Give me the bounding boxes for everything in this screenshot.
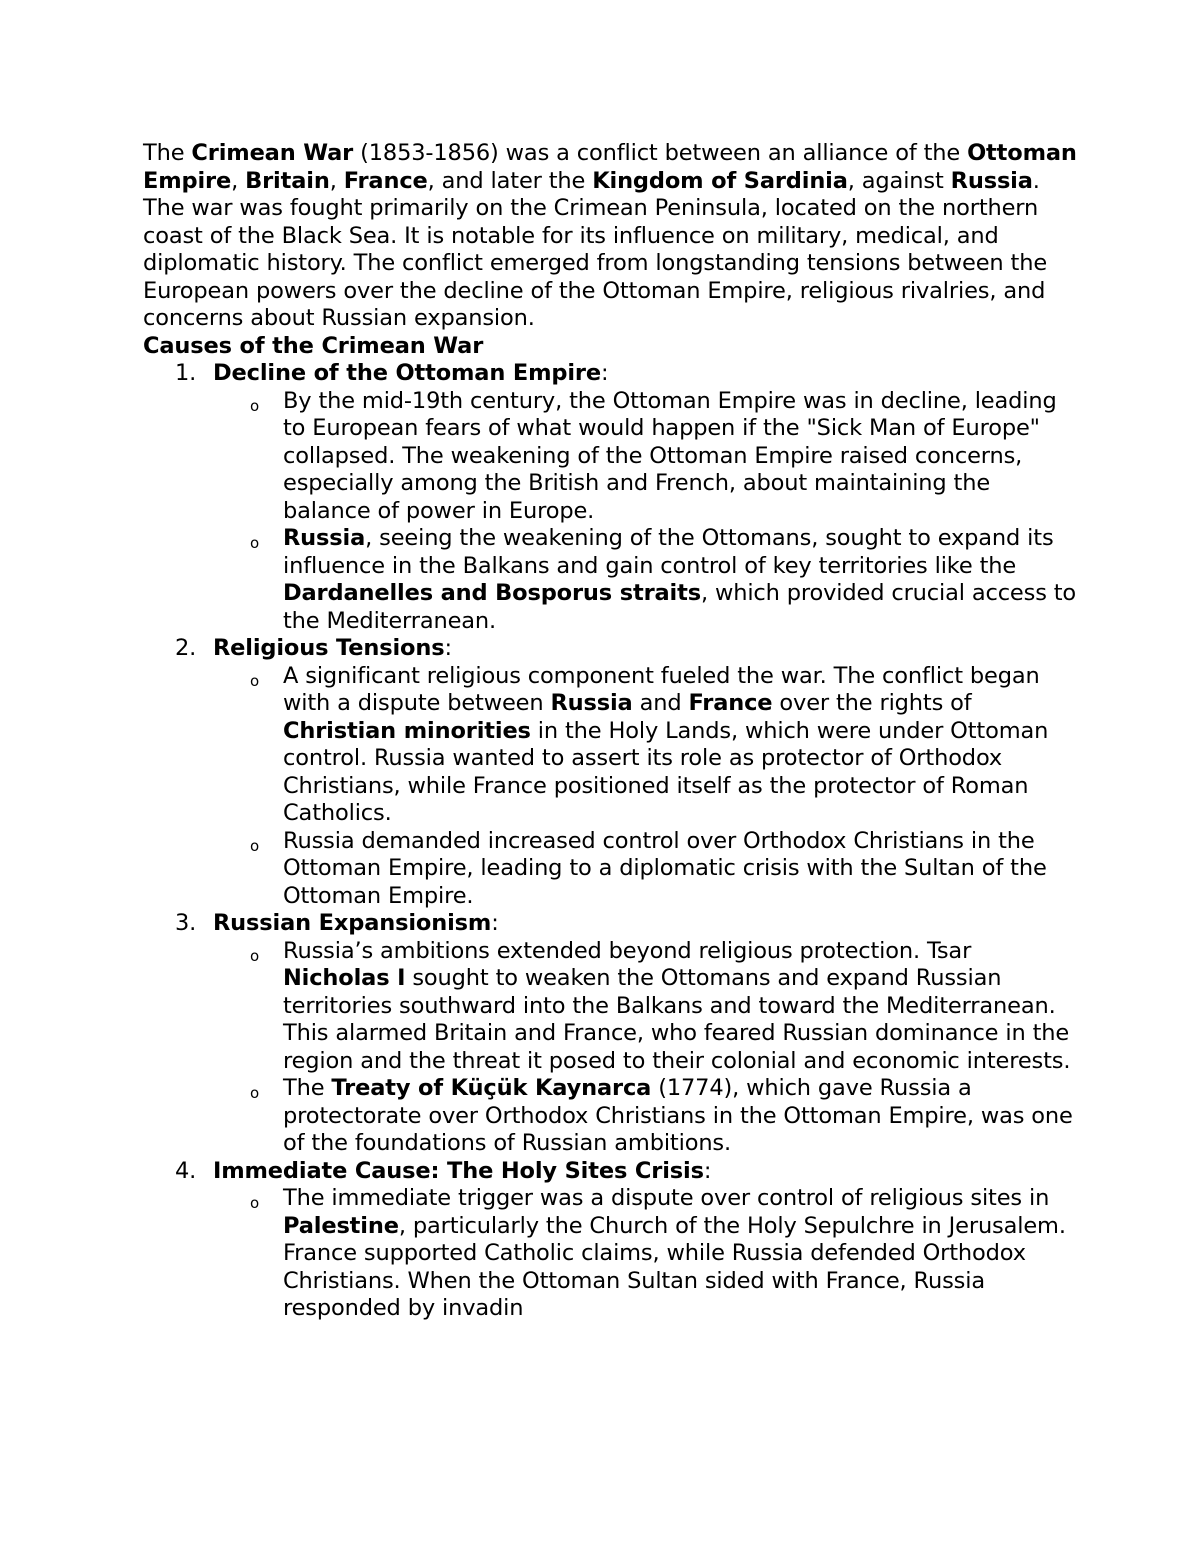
causes-list [143, 360, 1083, 1323]
intro-paragraph [143, 140, 1083, 333]
hollow-bullet-icon: o [250, 836, 260, 855]
cause-title-suffix: : [491, 910, 499, 936]
sub-point [213, 525, 1083, 635]
sub-point-list [213, 388, 1083, 636]
text-run: The immediate trigger was a dispute over control of religious sites in [283, 1185, 1050, 1211]
text-run: (1774), which gave Russia a protectorate over Orthodox Christians in the Ottoman Empire, was one of the foundations of Russian ambitions. [283, 1075, 1073, 1156]
bold-term: Russia [283, 525, 366, 551]
cause-title: Immediate Cause: The Holy Sites Crisis [213, 1157, 704, 1184]
sub-point-list [213, 938, 1083, 1158]
hollow-bullet-icon: o [250, 396, 260, 415]
hollow-bullet-icon: o [250, 946, 260, 965]
sub-point-list [213, 663, 1083, 911]
text-run: , which provided crucial access to the Mediterranean. [283, 580, 1077, 634]
cause-number: 3. [175, 910, 197, 936]
cause-item [143, 360, 1083, 635]
cause-title: Decline of the Ottoman Empire [213, 360, 601, 386]
bold-term: Dardanelles and Bosporus straits [283, 580, 701, 606]
text-run: , [329, 167, 344, 194]
text-run: , particularly the Church of the Holy Sepulchre in Jerusalem. France supported Catholic claims, while Russia defended Orthodox Christians. When the Ottoman Sultan sided with France, Russia responded by invadin [283, 1212, 1066, 1321]
cause-title: Russian Expansionism [213, 910, 492, 936]
bold-term: Kingdom of Sardinia [592, 167, 848, 194]
cause-number: 1. [175, 360, 197, 386]
bold-term: Ottoman Empire [143, 140, 1077, 194]
text-run: Russia demanded increased control over Orthodox Christians in the Ottoman Empire, leading to a diplomatic crisis with the Sultan of the Ottoman Empire. [283, 827, 1047, 909]
text-run: sought to weaken the Ottomans and expand Russian territories southward into the Balkans and toward the Mediterranean. This alarmed Britain and France, who feared Russian dominance in the region and the threat it posed to their colonial and economic interests. [283, 965, 1071, 1074]
section-heading: Causes of the Crimean War [143, 332, 484, 359]
text-run: The [283, 1075, 332, 1101]
sub-point [213, 663, 1083, 828]
hollow-bullet-icon: o [250, 534, 260, 552]
cause-item [143, 1158, 1083, 1323]
document-page [143, 140, 1083, 1323]
bold-term: Britain [245, 167, 330, 194]
sub-point [213, 1075, 1083, 1158]
hollow-bullet-icon: o [250, 1194, 260, 1212]
hollow-bullet-icon: o [250, 671, 260, 690]
text-run: in the Holy Lands, which were under Ottoman control. Russia wanted to assert its role as protector of Orthodox Christians, while France positioned itself as the protector of Roman Catholics. [283, 717, 1049, 826]
text-run: . The war was fought primarily on the Crimean Peninsula, located on the northern coast of the Black Sea. It is notable for its influence on military, medical, and diplomatic history. The conflict emerged from longstanding tensions between the European powers over the decline of the Ottoman Empire, religious rivalries, and concerns about Russian expansion. [143, 167, 1048, 331]
bold-term: Treaty of Küçük Kaynarca [331, 1075, 652, 1101]
text-run: , and later the [427, 167, 593, 194]
cause-title-suffix: : [703, 1157, 712, 1184]
text-run: (1853-1856) was a conflict between an alliance of the [353, 140, 968, 166]
cause-title-suffix: : [444, 635, 452, 661]
text-run: , seeing the weakening of the Ottomans, sought to expand its influence in the Balkans and gain control of key territories like the [283, 525, 1054, 579]
text-run: , [231, 167, 246, 194]
sub-point [213, 1185, 1083, 1323]
bold-term: Christian minorities [283, 717, 531, 744]
text-run: The [143, 140, 192, 166]
cause-item [143, 910, 1083, 1158]
sub-point-list [213, 1185, 1083, 1323]
sub-point [213, 388, 1083, 526]
text-run: over the rights of [772, 690, 972, 716]
text-run: A significant religious component fueled the war. The conflict began with a dispute between [283, 662, 1040, 716]
cause-title-suffix: : [600, 360, 609, 386]
bold-term: Palestine [283, 1212, 399, 1239]
sub-point [213, 828, 1083, 911]
text-run: By the mid-19th century, the Ottoman Empire was in decline, leading to European fears of what would happen if the "Sick Man of Europe" collapsed. The weakening of the Ottoman Empire raised concerns, especially among the British and French, about maintaining the balance of power in Europe. [283, 387, 1057, 524]
bold-term: France [343, 167, 428, 194]
cause-title: Religious Tensions [213, 635, 445, 661]
text-run: Russia’s ambitions extended beyond religious protection. Tsar [283, 937, 972, 964]
cause-number: 4. [175, 1157, 197, 1184]
bold-term: Crimean War [191, 140, 354, 166]
bold-term: Nicholas I [283, 965, 406, 991]
text-run: and [632, 690, 689, 716]
text-run: , against [847, 167, 951, 194]
cause-number: 2. [175, 635, 197, 661]
cause-item [143, 635, 1083, 910]
bold-term: Russia [550, 690, 633, 716]
bold-term: Russia [950, 167, 1033, 194]
sub-point [213, 938, 1083, 1076]
hollow-bullet-icon: o [250, 1084, 260, 1102]
bold-term: France [688, 690, 773, 716]
